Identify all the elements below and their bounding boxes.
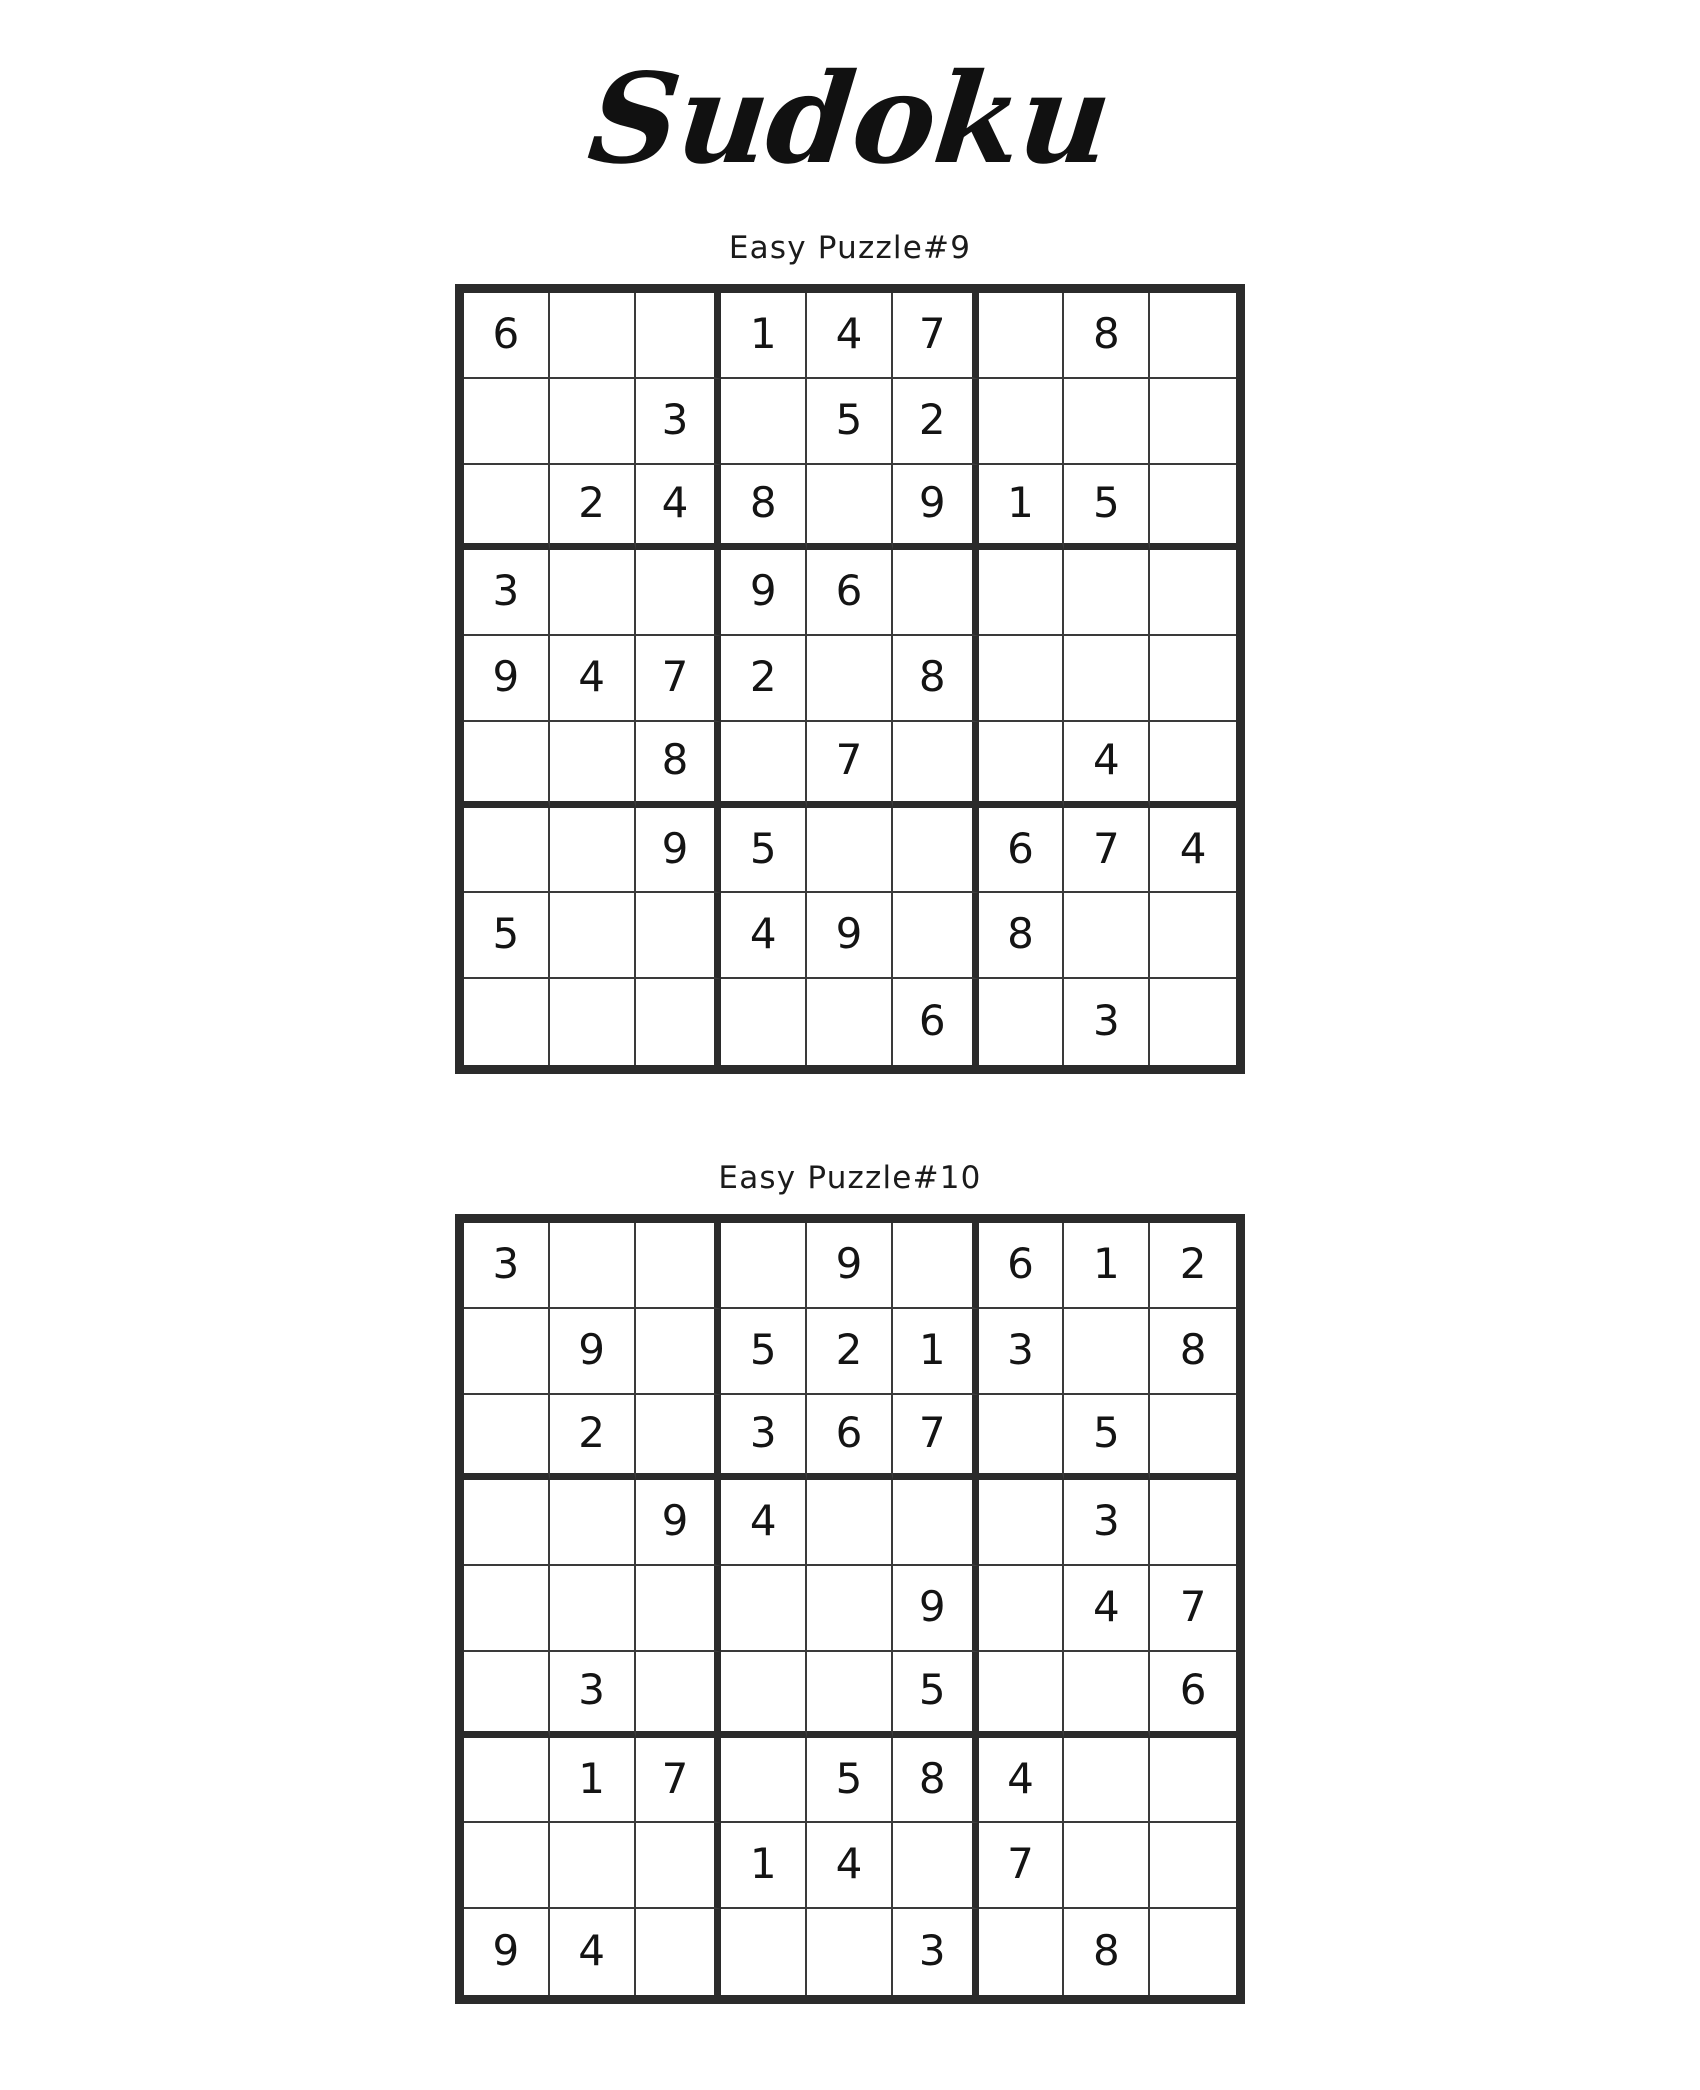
sudoku-cell-value: 9: [492, 651, 520, 701]
sudoku-cell-value: 5: [749, 823, 777, 873]
sudoku-cell[interactable]: [893, 979, 979, 1065]
sudoku-cell[interactable]: [1064, 1480, 1150, 1566]
sudoku-cell[interactable]: [550, 1823, 636, 1909]
sudoku-cell-value: 7: [661, 1753, 689, 1803]
sudoku-cell-value: 1: [1007, 477, 1034, 527]
sudoku-cell[interactable]: [807, 1566, 893, 1652]
sudoku-cell-value: 8: [1092, 1926, 1120, 1976]
sudoku-cell[interactable]: [464, 1395, 550, 1481]
sudoku-cell-value: 3: [918, 1926, 946, 1976]
sudoku-cell[interactable]: [636, 1480, 722, 1566]
sudoku-cell[interactable]: [550, 636, 636, 722]
sudoku-cell[interactable]: [636, 1395, 722, 1481]
sudoku-cell[interactable]: [893, 636, 979, 722]
sudoku-cell[interactable]: [550, 550, 636, 636]
sudoku-cell[interactable]: [1064, 1823, 1150, 1909]
sudoku-cell[interactable]: [1150, 293, 1236, 379]
sudoku-cell-value: 8: [918, 1753, 946, 1803]
sudoku-cell[interactable]: [721, 1909, 807, 1995]
sudoku-cell-value: 9: [749, 566, 777, 616]
sudoku-cell[interactable]: [464, 1652, 550, 1738]
sudoku-cell[interactable]: [550, 979, 636, 1065]
sudoku-cell[interactable]: [1064, 893, 1150, 979]
sudoku-cell-value: 6: [492, 308, 520, 358]
puzzle-block-9: [455, 230, 1245, 1074]
sudoku-cell[interactable]: [979, 722, 1065, 808]
sudoku-cell[interactable]: [1150, 808, 1236, 894]
sudoku-cell[interactable]: [464, 1223, 550, 1309]
sudoku-cell-value: 4: [1007, 1753, 1034, 1803]
sudoku-cell[interactable]: [464, 636, 550, 722]
sudoku-cell-value: 5: [1092, 477, 1120, 527]
sudoku-cell[interactable]: [1150, 1566, 1236, 1652]
sudoku-cell[interactable]: [893, 1223, 979, 1309]
sudoku-cell[interactable]: [721, 1309, 807, 1395]
sudoku-cell[interactable]: [464, 379, 550, 465]
sudoku-cell-value: 4: [1179, 823, 1207, 873]
sudoku-cell[interactable]: [636, 1823, 722, 1909]
sudoku-cell[interactable]: [721, 808, 807, 894]
sudoku-cell[interactable]: [636, 722, 722, 808]
sudoku-cell[interactable]: [636, 1223, 722, 1309]
sudoku-cell-value: 4: [1092, 735, 1120, 785]
sudoku-cell[interactable]: [1150, 1652, 1236, 1738]
sudoku-cell[interactable]: [807, 1395, 893, 1481]
sudoku-cell[interactable]: [721, 293, 807, 379]
sudoku-cell-value: 6: [1179, 1665, 1207, 1715]
sudoku-cell[interactable]: [893, 550, 979, 636]
sudoku-cell[interactable]: [979, 808, 1065, 894]
sudoku-cell[interactable]: [721, 1223, 807, 1309]
sudoku-cell-value: 8: [1092, 308, 1120, 358]
sudoku-cell[interactable]: [721, 1566, 807, 1652]
sudoku-cell[interactable]: [636, 1909, 722, 1995]
sudoku-cell[interactable]: [464, 722, 550, 808]
sudoku-cell-value: 4: [835, 308, 863, 358]
sudoku-cell[interactable]: [807, 722, 893, 808]
sudoku-cell[interactable]: [1064, 1909, 1150, 1995]
sudoku-cell[interactable]: [893, 1480, 979, 1566]
sudoku-cell[interactable]: [893, 293, 979, 379]
sudoku-cell[interactable]: [636, 1566, 722, 1652]
sudoku-cell-value: 7: [1007, 1839, 1034, 1889]
sudoku-cell-value: 9: [835, 1238, 863, 1288]
sudoku-cell[interactable]: [979, 1223, 1065, 1309]
sudoku-cell[interactable]: [464, 1738, 550, 1824]
sudoku-cell-value: 2: [835, 1324, 863, 1374]
sudoku-cell-value: 1: [578, 1753, 606, 1803]
sudoku-cell[interactable]: [636, 379, 722, 465]
sudoku-cell-value: 7: [918, 1407, 946, 1457]
sudoku-cell-value: 8: [918, 651, 946, 701]
sudoku-cell[interactable]: [1150, 1309, 1236, 1395]
sudoku-cell[interactable]: [979, 1395, 1065, 1481]
sudoku-cell-value: 4: [749, 1496, 777, 1546]
sudoku-cell[interactable]: [721, 979, 807, 1065]
sudoku-cell[interactable]: [893, 1395, 979, 1481]
sudoku-cell[interactable]: [979, 1480, 1065, 1566]
sudoku-cell[interactable]: [464, 1309, 550, 1395]
sudoku-cell[interactable]: [1064, 1738, 1150, 1824]
sudoku-cell-value: 2: [918, 394, 946, 444]
sudoku-cell-value: 6: [1007, 1238, 1034, 1288]
sudoku-cell-value: 3: [492, 566, 520, 616]
sudoku-cell[interactable]: [1064, 1652, 1150, 1738]
sudoku-cell[interactable]: [979, 1909, 1065, 1995]
sudoku-cell-value: 6: [835, 1407, 863, 1457]
sudoku-cell-value: 4: [835, 1839, 863, 1889]
sudoku-cell[interactable]: [721, 465, 807, 551]
sudoku-cell[interactable]: [979, 1309, 1065, 1395]
sudoku-cell[interactable]: [636, 1652, 722, 1738]
sudoku-cell[interactable]: [550, 722, 636, 808]
sudoku-cell[interactable]: [893, 1566, 979, 1652]
sudoku-cell[interactable]: [464, 293, 550, 379]
sudoku-cell[interactable]: [979, 1652, 1065, 1738]
sudoku-cell[interactable]: [1150, 1395, 1236, 1481]
sudoku-cell[interactable]: [893, 379, 979, 465]
sudoku-cell[interactable]: [1064, 293, 1150, 379]
sudoku-cell[interactable]: [721, 636, 807, 722]
sudoku-cell[interactable]: [1064, 550, 1150, 636]
sudoku-cell-value: 4: [578, 651, 606, 701]
sudoku-cell[interactable]: [464, 1823, 550, 1909]
sudoku-cell-value: 1: [749, 308, 777, 358]
sudoku-cell[interactable]: [464, 893, 550, 979]
sudoku-cell-value: 4: [578, 1926, 606, 1976]
sudoku-cell[interactable]: [721, 722, 807, 808]
sudoku-cell-value: 5: [492, 909, 520, 959]
sudoku-cell[interactable]: [807, 379, 893, 465]
sudoku-cell-value: 4: [661, 477, 689, 527]
sudoku-grid-10[interactable]: [455, 1214, 1245, 2004]
sudoku-cell[interactable]: [464, 808, 550, 894]
sudoku-cell[interactable]: [807, 1909, 893, 1995]
sudoku-cell[interactable]: [636, 979, 722, 1065]
sudoku-cell[interactable]: [550, 1738, 636, 1824]
sudoku-cell-value: 8: [661, 735, 689, 785]
sudoku-cell-value: 3: [661, 394, 689, 444]
sudoku-cell-value: 5: [918, 1665, 946, 1715]
sudoku-cell[interactable]: [1150, 550, 1236, 636]
sudoku-cell[interactable]: [1064, 979, 1150, 1065]
sudoku-cell[interactable]: [807, 465, 893, 551]
sudoku-cell[interactable]: [979, 636, 1065, 722]
sudoku-cell-value: 3: [1092, 996, 1120, 1046]
sudoku-cell[interactable]: [979, 1738, 1065, 1824]
sudoku-cell-value: 3: [578, 1665, 606, 1715]
sudoku-cell[interactable]: [893, 1823, 979, 1909]
sudoku-cell[interactable]: [464, 1566, 550, 1652]
sudoku-cell-value: 3: [749, 1407, 777, 1457]
sudoku-cell[interactable]: [979, 550, 1065, 636]
sudoku-cell[interactable]: [464, 979, 550, 1065]
sudoku-cell-value: 1: [918, 1324, 946, 1374]
sudoku-cell-value: 9: [835, 909, 863, 959]
sudoku-cell[interactable]: [893, 1738, 979, 1824]
sudoku-cell-value: 8: [1179, 1324, 1207, 1374]
sudoku-cell[interactable]: [1150, 1223, 1236, 1309]
sudoku-grid-9[interactable]: [455, 284, 1245, 1074]
sudoku-cell-value: 7: [661, 651, 689, 701]
sudoku-cell[interactable]: [1064, 379, 1150, 465]
sudoku-cell-value: 9: [661, 823, 689, 873]
sudoku-cell[interactable]: [979, 293, 1065, 379]
sudoku-cell[interactable]: [636, 465, 722, 551]
sudoku-cell[interactable]: [807, 1223, 893, 1309]
sudoku-cell-value: 1: [749, 1839, 777, 1889]
sudoku-cell[interactable]: [721, 1395, 807, 1481]
sudoku-cell[interactable]: [1064, 1395, 1150, 1481]
sudoku-cell[interactable]: [893, 722, 979, 808]
sudoku-cell[interactable]: [550, 1480, 636, 1566]
puzzle-label-10: Easy Puzzle#10: [718, 1160, 982, 1196]
sudoku-cell[interactable]: [1150, 1480, 1236, 1566]
sudoku-cell[interactable]: [721, 550, 807, 636]
sudoku-cell[interactable]: [636, 808, 722, 894]
sudoku-cell[interactable]: [721, 379, 807, 465]
sudoku-cell-value: 4: [749, 909, 777, 959]
sudoku-cell[interactable]: [1064, 1566, 1150, 1652]
sudoku-cell-value: 7: [835, 735, 863, 785]
sudoku-cell[interactable]: [550, 1223, 636, 1309]
sudoku-cell[interactable]: [979, 379, 1065, 465]
sudoku-cell[interactable]: [1150, 979, 1236, 1065]
sudoku-cell[interactable]: [1150, 1909, 1236, 1995]
sudoku-cell-value: 3: [1007, 1324, 1034, 1374]
sudoku-cell-value: 7: [918, 308, 946, 358]
sudoku-cell-value: 2: [578, 1407, 606, 1457]
sudoku-cell[interactable]: [1150, 1823, 1236, 1909]
sudoku-cell-value: 9: [492, 1926, 520, 1976]
sudoku-cell-value: 9: [918, 1581, 946, 1631]
sudoku-cell[interactable]: [721, 1823, 807, 1909]
sudoku-cell-value: 5: [835, 1753, 863, 1803]
sudoku-cell-value: 6: [835, 566, 863, 616]
sudoku-cell[interactable]: [1150, 1738, 1236, 1824]
sudoku-cell-value: 9: [918, 477, 946, 527]
sudoku-cell-value: 2: [578, 477, 606, 527]
sudoku-cell[interactable]: [550, 465, 636, 551]
sudoku-cell[interactable]: [550, 293, 636, 379]
sudoku-cell-value: 7: [1092, 823, 1120, 873]
sudoku-cell[interactable]: [807, 893, 893, 979]
sudoku-cell[interactable]: [807, 808, 893, 894]
sudoku-cell[interactable]: [893, 1909, 979, 1995]
sudoku-cell[interactable]: [979, 1566, 1065, 1652]
sudoku-cell[interactable]: [636, 1738, 722, 1824]
sudoku-cell[interactable]: [807, 1652, 893, 1738]
sudoku-cell[interactable]: [464, 465, 550, 551]
sudoku-cell-value: 5: [835, 394, 863, 444]
sudoku-cell[interactable]: [807, 550, 893, 636]
sudoku-cell-value: 8: [1007, 909, 1034, 959]
sudoku-cell[interactable]: [636, 1309, 722, 1395]
sudoku-cell[interactable]: [893, 808, 979, 894]
sudoku-cell[interactable]: [721, 893, 807, 979]
sudoku-cell[interactable]: [721, 1480, 807, 1566]
sudoku-cell-value: 6: [918, 996, 946, 1046]
sudoku-cell[interactable]: [1150, 379, 1236, 465]
sudoku-cell-value: 2: [1179, 1238, 1207, 1288]
sudoku-cell[interactable]: [807, 1738, 893, 1824]
sudoku-cell[interactable]: [807, 636, 893, 722]
sudoku-cell[interactable]: [979, 979, 1065, 1065]
sudoku-cell-value: 4: [1092, 1581, 1120, 1631]
page-title: Sudoku: [582, 47, 1118, 192]
sudoku-cell[interactable]: [550, 893, 636, 979]
sudoku-cell[interactable]: [636, 893, 722, 979]
sudoku-cell-value: 9: [661, 1496, 689, 1546]
sudoku-cell[interactable]: [550, 379, 636, 465]
sudoku-cell[interactable]: [1150, 893, 1236, 979]
sudoku-cell[interactable]: [1064, 808, 1150, 894]
sudoku-cell[interactable]: [550, 808, 636, 894]
sudoku-cell[interactable]: [1150, 722, 1236, 808]
puzzle-label-9: Easy Puzzle#9: [728, 230, 972, 266]
sudoku-cell[interactable]: [550, 1652, 636, 1738]
sudoku-cell-value: 5: [749, 1324, 777, 1374]
sudoku-cell-value: 5: [1092, 1407, 1120, 1457]
sudoku-cell[interactable]: [464, 1909, 550, 1995]
sudoku-cell[interactable]: [1064, 722, 1150, 808]
sudoku-cell[interactable]: [464, 550, 550, 636]
sudoku-cell[interactable]: [807, 1309, 893, 1395]
sudoku-cell[interactable]: [636, 550, 722, 636]
sudoku-cell-value: 8: [749, 477, 777, 527]
sudoku-cell[interactable]: [721, 1738, 807, 1824]
sudoku-cell[interactable]: [893, 893, 979, 979]
sudoku-cell[interactable]: [1150, 465, 1236, 551]
sudoku-cell[interactable]: [1064, 1309, 1150, 1395]
sudoku-cell[interactable]: [464, 1480, 550, 1566]
sudoku-cell[interactable]: [979, 465, 1065, 551]
sudoku-cell[interactable]: [1150, 636, 1236, 722]
sudoku-cell-value: 3: [492, 1238, 520, 1288]
sudoku-cell[interactable]: [979, 893, 1065, 979]
sudoku-cell-value: 2: [749, 651, 777, 701]
sudoku-cell-value: 6: [1007, 823, 1034, 873]
sudoku-cell[interactable]: [636, 293, 722, 379]
sudoku-cell[interactable]: [1064, 1223, 1150, 1309]
sudoku-cell-value: 1: [1092, 1238, 1120, 1288]
sudoku-cell[interactable]: [979, 1823, 1065, 1909]
sudoku-cell[interactable]: [721, 1652, 807, 1738]
sudoku-cell[interactable]: [550, 1566, 636, 1652]
sudoku-cell-value: 9: [578, 1324, 606, 1374]
sudoku-cell[interactable]: [550, 1395, 636, 1481]
sudoku-cell[interactable]: [1064, 465, 1150, 551]
sudoku-cell-value: 7: [1179, 1581, 1207, 1631]
puzzle-block-10: [455, 1160, 1245, 2004]
sudoku-cell[interactable]: [550, 1909, 636, 1995]
sudoku-cell[interactable]: [1064, 636, 1150, 722]
sudoku-cell[interactable]: [893, 1309, 979, 1395]
sudoku-cell[interactable]: [550, 1309, 636, 1395]
sudoku-cell[interactable]: [807, 979, 893, 1065]
sudoku-cell[interactable]: [893, 1652, 979, 1738]
sudoku-cell-value: 3: [1092, 1496, 1120, 1546]
sudoku-cell[interactable]: [636, 636, 722, 722]
sudoku-cell[interactable]: [893, 465, 979, 551]
sudoku-cell[interactable]: [807, 1480, 893, 1566]
sudoku-cell[interactable]: [807, 293, 893, 379]
sudoku-cell[interactable]: [807, 1823, 893, 1909]
